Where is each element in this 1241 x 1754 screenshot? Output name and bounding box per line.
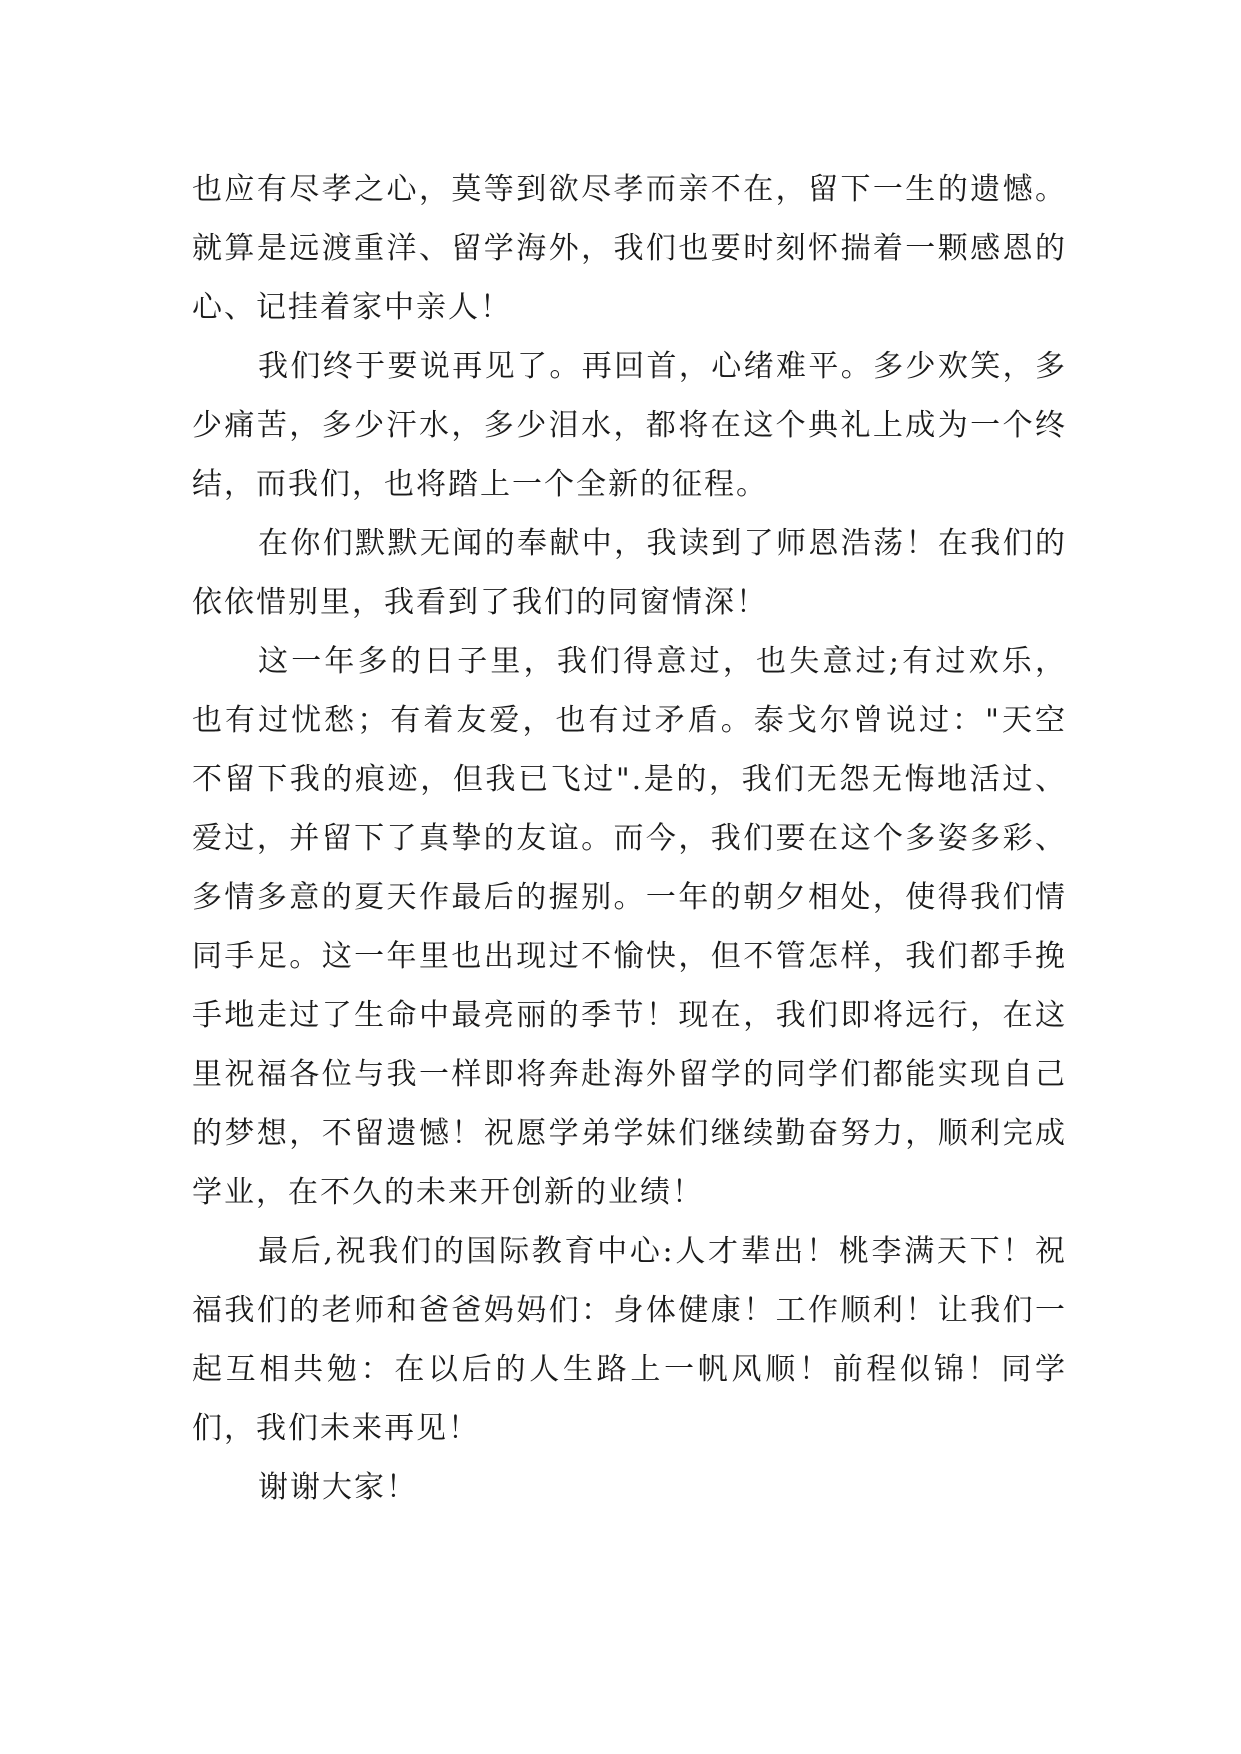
paragraph-farewell: 我们终于要说再见了。再回首，心绪难平。多少欢笑，多少痛苦，多少汗水，多少泪水，都将在这个典礼上成为一个终结，而我们，也将踏上一个全新的征程。 — [192, 349, 1067, 502]
paragraph-blessings: 最后,祝我们的国际教育中心:人才辈出！桃李满天下！祝福我们的老师和爸爸妈妈们：身体健康！工作顺利！让我们一起互相共勉：在以后的人生路上一帆风顺！前程似锦！同学们，我们未来再见！ — [192, 1234, 1067, 1446]
paragraph-thanks: 谢谢大家！ — [258, 1470, 418, 1505]
paragraph-gratitude: 在你们默默无闻的奉献中，我读到了师恩浩荡！在我们的依依惜别里，我看到了我们的同窗情深！ — [192, 526, 1067, 620]
paragraph-memories: 这一年多的日子里，我们得意过，也失意过;有过欢乐，也有过忧愁；有着友爱，也有过矛盾。泰戈尔曾说过："天空不留下我的痕迹，但我已飞过".是的，我们无怨无悔地活过、爱过，并留下了真挚的友谊。而今，我们要在这个多姿多彩、多情多意的夏天作最后的握别。一年的朝夕相处，使得我们情同手足。这一年里也出现过不愉快，但不管怎样，我们都手挽手地走过了生命中最亮丽的季节！现在，我们即将远行，在这里祝福各位与我一样即将奔赴海外留学的同学们都能实现自己的梦想，不留遗憾！祝愿学弟学妹们继续勤奋努力，顺利完成学业，在不久的未来开创新的业绩！ — [192, 644, 1067, 1210]
paragraph-filial-piety: 也应有尽孝之心，莫等到欲尽孝而亲不在，留下一生的遗憾。就算是远渡重洋、留学海外，我们也要时刻怀揣着一颗感恩的心、记挂着家中亲人！ — [192, 172, 1067, 325]
document-body — [192, 160, 1067, 1517]
